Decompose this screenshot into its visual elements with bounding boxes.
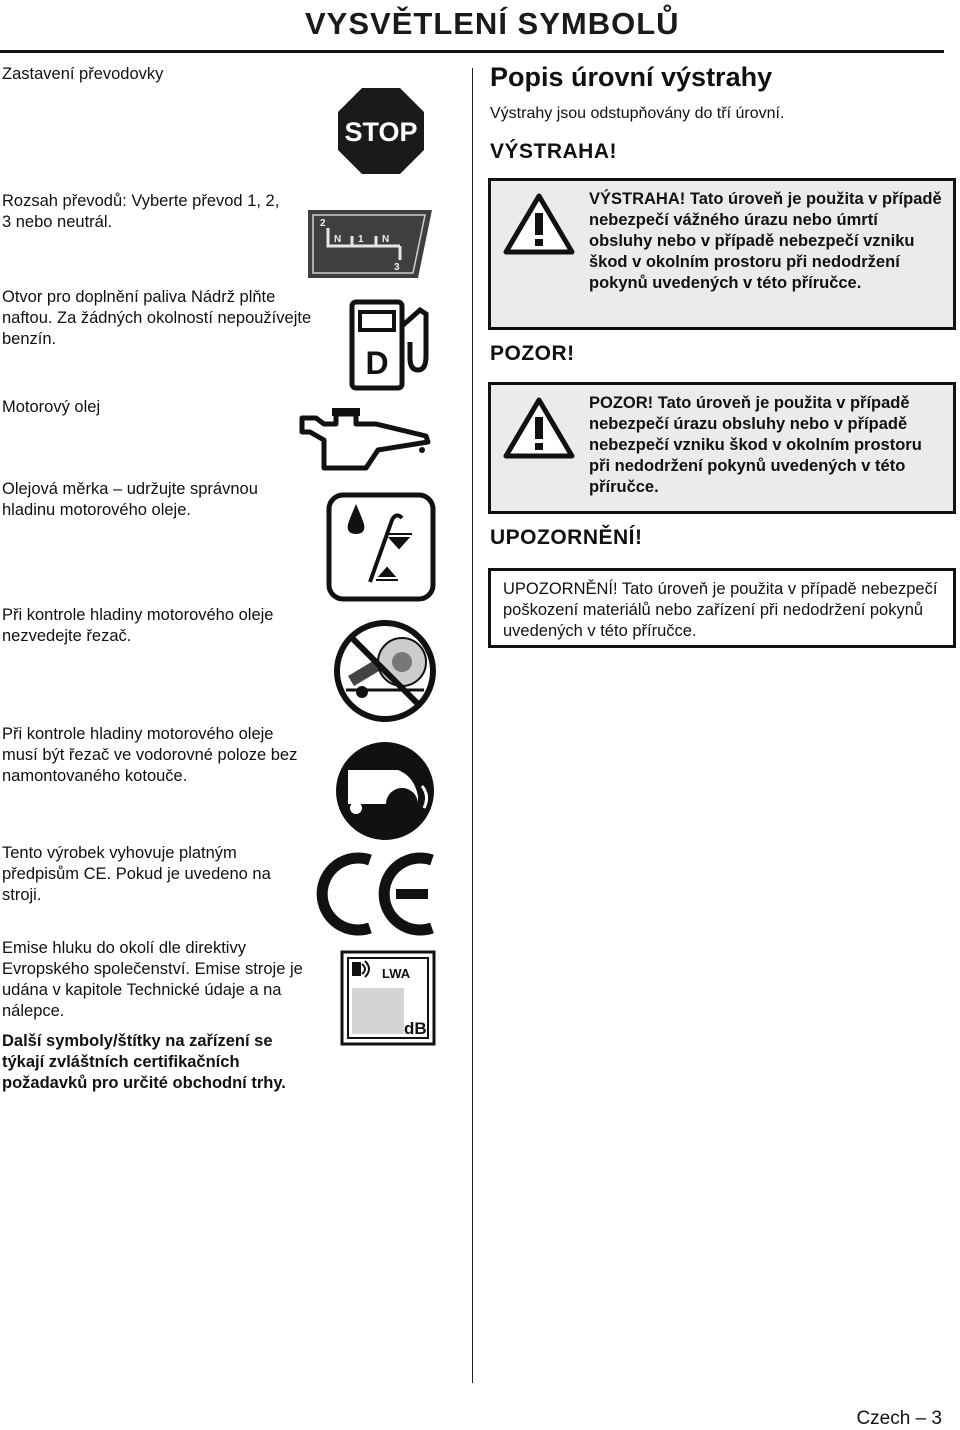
warning-levels-title: Popis úrovní výstrahy [490,62,773,92]
text-engine-oil: Motorový olej [2,398,101,416]
ce-mark-icon [316,852,440,936]
text-gear-stop: Zastavení převodovky [2,65,164,83]
heading-caution: POZOR! [490,342,575,365]
oil-can-icon [296,404,432,478]
column-divider [472,68,473,1383]
text-other-symbols: Další symboly/štítky na zařízení se týkají zvláštních certifikačních požadavků pro určité obchodní trhy. [2,1032,286,1092]
fuel-pump-icon [346,296,440,392]
notice-box [488,568,956,648]
warning-box [488,178,956,330]
heading-notice: UPOZORNĚNÍ! [490,526,643,549]
fuel-letter: D [365,345,389,381]
text-noise: Emise hluku do okolí dle direktivy Evropského společenství. Emise stroje je udána v kapitole Technické údaje a na nálepce. [2,939,303,1020]
no-lift-cutter-icon [332,618,438,724]
text-horizontal: Při kontrole hladiny motorového oleje musí být řezač ve vodorovné poloze bez namontovaného kotouče. [2,725,298,785]
horizontal-cutter-icon [334,740,436,842]
text-ce: Tento výrobek vyhovuje platným předpisům CE. Pokud je uvedeno na stroji. [2,844,271,904]
caution-box [488,382,956,514]
notice-text: UPOZORNĚNÍ! Tato úroveň je použita v případě nebezpečí poškození materiálů nebo zařízení při nedodržení pokynů uvedených v této příručce. [503,580,938,640]
text-dipstick: Olejová měrka – udržujte správnou hladinu motorového oleje. [2,480,258,519]
page-footer: Czech – 3 [856,1408,942,1429]
stop-label: STOP [344,117,418,147]
dipstick-icon [326,492,436,602]
text-gear-range: Rozsah převodů: Vyberte převod 1, 2, 3 nebo neutrál. [2,192,280,231]
title-rule [0,50,944,53]
gear-label-n2: N [382,234,390,245]
gear-label-3: 3 [394,262,400,273]
warning-levels-subtitle: Výstrahy jsou odstupňovány do tří úrovní. [490,105,785,122]
warning-text: VÝSTRAHA! Tato úroveň je použita v případě nebezpečí vážného úrazu nebo úmrtí obsluhy nebo v případě nebezpečí vzniku škod v okolním prostoru při nedodržení pokynů uvedených v této příručce. [589,190,942,292]
warning-triangle-icon [503,193,575,255]
gear-label-1: 1 [358,234,364,245]
db-label: dB [404,1019,427,1038]
lwa-label: LWA [382,966,411,981]
gear-label-2: 2 [320,218,326,229]
heading-warning: VÝSTRAHA! [490,140,618,163]
stop-sign-icon [336,86,426,176]
page-title: VYSVĚTLENÍ SYMBOLŮ [305,6,680,41]
text-no-lift: Při kontrole hladiny motorového oleje nezvedejte řezač. [2,606,274,645]
text-fuel: Otvor pro doplnění paliva Nádrž plňte naftou. Za žádných okolností nepoužívejte benzín. [2,288,312,348]
noise-level-label-icon [340,950,436,1046]
caution-text: POZOR! Tato úroveň je použita v případě nebezpečí úrazu obsluhy nebo v případě nebezpečí vzniku škod v okolním prostoru při nedodržení pokynů uvedených v této příručce. [589,394,922,496]
gear-label-n1: N [334,234,342,245]
gear-shift-icon [304,206,436,281]
caution-triangle-icon [503,397,575,459]
